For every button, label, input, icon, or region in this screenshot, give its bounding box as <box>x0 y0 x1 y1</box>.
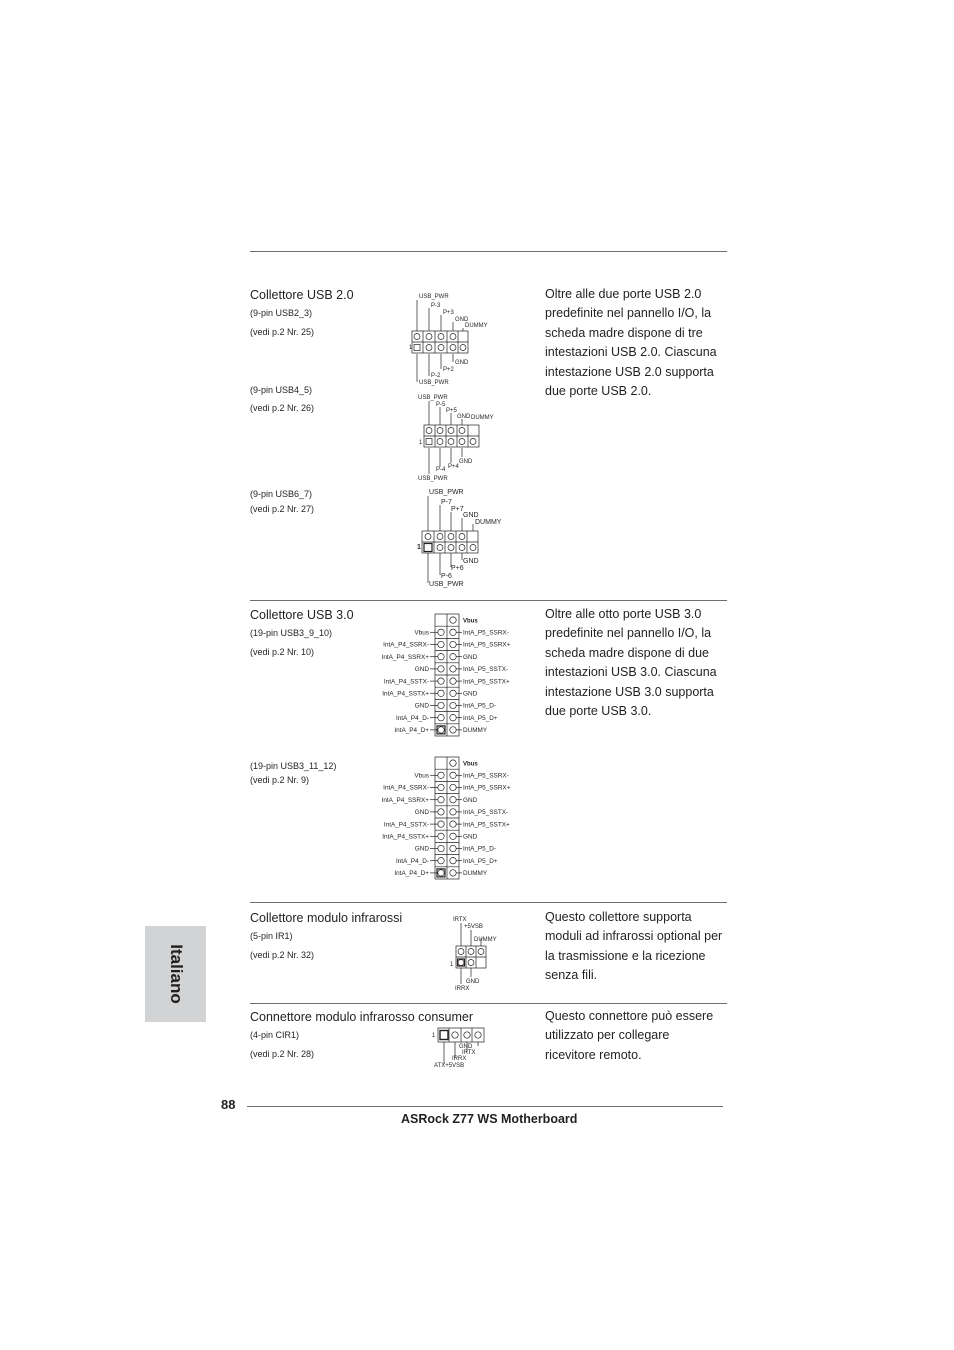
pin-label: IRRX <box>452 1056 467 1062</box>
pin-label: P+5 <box>446 408 457 414</box>
pin-label: P-5 <box>436 402 446 408</box>
cir-description: Questo connettore può essere utilizzato per collegare ricevitore remoto. <box>545 1009 714 1062</box>
section-divider <box>250 1003 727 1004</box>
pin-label: Vbus <box>414 772 429 780</box>
usb2-title: Collettore USB 2.0 <box>250 288 354 302</box>
usb4-5-pinout-diagram <box>410 391 520 485</box>
pin-label: P-6 <box>441 573 452 580</box>
pin-label: IntA_P4_SSTX- <box>383 678 429 686</box>
pin1-marker: 1 <box>450 962 454 968</box>
usb3-9-10-pinout-diagram <box>360 610 530 738</box>
pin-label: IntA_P5_D- <box>463 702 497 710</box>
pin-label: GND <box>459 1044 473 1050</box>
usb3-header1-ref: (vedi p.2 Nr. 10) <box>250 647 315 657</box>
usb2-header2-pin: (9-pin USB4_5) <box>250 385 313 395</box>
pin-label: IntA_P5_D+ <box>463 714 498 722</box>
top-rule <box>250 251 727 252</box>
pin-label: P-2 <box>431 373 441 379</box>
pin-label: IntA_P4_SSRX+ <box>381 653 429 661</box>
pin-label: DUMMY <box>463 870 488 878</box>
pin1-marker: 1 <box>409 345 413 351</box>
footer-rule <box>247 1106 723 1107</box>
cir-pinout-diagram <box>428 1025 498 1071</box>
usb3-description: Oltre alle otto porte USB 3.0 predefinite nel pannello I/O, la scheda madre dispone di due intestazioni USB 3.0. Ciascuna intestazione USB 3.0 supporta due porte USB 3.0. <box>545 607 717 719</box>
pin-label: GND <box>463 796 478 804</box>
pin-label: IntA_P4_SSTX- <box>383 821 429 829</box>
pin-label: P-3 <box>431 303 441 309</box>
pin-label: USB_PWR <box>419 294 449 300</box>
pin-label: IntA_P5_SSTX- <box>463 666 509 674</box>
pin-label: GND <box>455 360 469 366</box>
pin-label: P-7 <box>441 499 452 506</box>
section-divider <box>250 902 727 903</box>
language-tab <box>145 926 206 1022</box>
cir-pin: (4-pin CIR1) <box>250 1030 300 1040</box>
pin1-marker: 1 <box>417 544 421 551</box>
usb3-header2-pin: (19-pin USB3_11_12) <box>250 761 337 771</box>
pin-label: Vbus <box>414 629 429 637</box>
usb3-title: Collettore USB 3.0 <box>250 608 354 622</box>
pin-label: USB_PWR <box>418 395 448 401</box>
pin-label: USB_PWR <box>418 476 448 482</box>
pin-label: IntA_P5_SSRX- <box>463 772 509 780</box>
pin-label: GND <box>463 512 479 519</box>
usb2-header2-ref: (vedi p.2 Nr. 26) <box>250 403 315 413</box>
pin-label: +5VSB <box>464 924 483 930</box>
usb6-7-pinout-diagram <box>413 486 513 590</box>
pin-label: DUMMY <box>465 323 488 329</box>
pin-label: IntA_P4_SSTX+ <box>382 690 429 698</box>
cir-title: Connettore modulo infrarosso consumer <box>250 1010 474 1024</box>
pin-label: DUMMY <box>471 415 494 421</box>
pin-label: GND <box>414 666 429 674</box>
pin-label: GND <box>463 653 478 661</box>
pin-label: Vbus <box>463 761 478 768</box>
pin-label: IntA_P4_SSTX+ <box>382 833 429 841</box>
pin-label: GND <box>463 833 478 841</box>
pin-label: GND <box>414 809 429 817</box>
pin-label: IntA_P4_SSRX- <box>383 784 429 792</box>
pin-label: USB_PWR <box>429 489 464 496</box>
pin-label: P-4 <box>436 467 446 473</box>
ir-pin: (5-pin IR1) <box>250 931 293 941</box>
pin-label: GND <box>455 317 469 323</box>
pin-label: IRTX <box>453 917 467 923</box>
usb3-11-12-pinout-diagram <box>360 753 530 881</box>
pin-label: IntA_P5_D+ <box>463 857 498 865</box>
pin-label: USB_PWR <box>429 581 464 588</box>
pin-label: GND <box>463 558 479 565</box>
pin-label: DUMMY <box>474 937 497 943</box>
pin-label: GND <box>414 845 429 853</box>
pin-label: GND <box>466 979 480 985</box>
usb2-3-pinout-diagram <box>405 290 515 388</box>
ir-title: Collettore modulo infrarossi <box>250 911 403 925</box>
pin-label: IntA_P5_SSRX+ <box>463 641 511 649</box>
pin-label: IntA_P4_D+ <box>394 870 429 878</box>
pin-label: GND <box>459 459 473 465</box>
pin-label: IntA_P5_SSRX- <box>463 629 509 637</box>
pin-label: IRTX <box>462 1050 476 1056</box>
ir-ref: (vedi p.2 Nr. 32) <box>250 950 315 960</box>
usb2-header3-ref: (vedi p.2 Nr. 27) <box>250 504 315 514</box>
pin-label: IntA_P5_SSTX+ <box>463 821 510 829</box>
section-divider <box>250 600 727 601</box>
pin-label: GND <box>463 690 478 698</box>
pin-label: DUMMY <box>475 519 502 526</box>
pin-label: P+6 <box>451 565 464 572</box>
pin-label: IntA_P4_D+ <box>394 727 429 735</box>
pin-label: P+7 <box>451 506 464 513</box>
pin-label: DUMMY <box>463 727 488 735</box>
pin-label: IntA_P4_SSRX+ <box>381 796 429 804</box>
pin-label: IntA_P4_SSRX- <box>383 641 429 649</box>
usb2-header1-ref: (vedi p.2 Nr. 25) <box>250 327 315 337</box>
pin-label: IRRX <box>455 986 470 992</box>
pin-label: ATX+5VSB <box>434 1063 465 1069</box>
pin1-marker: 1 <box>419 440 423 446</box>
pin-label: IntA_P5_SSTX- <box>463 809 509 817</box>
cir-ref: (vedi p.2 Nr. 28) <box>250 1049 315 1059</box>
ir-pinout-diagram <box>445 913 515 993</box>
pin-label: IntA_P5_SSRX+ <box>463 784 511 792</box>
pin-label: GND <box>457 414 471 420</box>
pin1-marker: 1 <box>432 1033 436 1039</box>
language-tab-label: Italiano <box>166 944 186 1004</box>
pin-label: IntA_P5_SSTX+ <box>463 678 510 686</box>
pin-label: P+4 <box>448 464 459 470</box>
ir-description: Questo collettore supporta moduli ad infrarossi optional per la trasmissione e la ricezione senza fili. <box>545 910 723 983</box>
pin-label: IntA_P5_D- <box>463 845 497 853</box>
usb2-header3-pin: (9-pin USB6_7) <box>250 489 313 499</box>
pin-label: USB_PWR <box>419 380 449 386</box>
pin-label: Vbus <box>463 618 478 625</box>
footer-title: ASRock Z77 WS Motherboard <box>401 1112 578 1126</box>
pin-label: P+2 <box>443 367 454 373</box>
pin-label: IntA_P4_D- <box>395 714 429 722</box>
usb2-header1-pin: (9-pin USB2_3) <box>250 308 313 318</box>
usb2-description: Oltre alle due porte USB 2.0 predefinite nel pannello I/O, la scheda madre dispone di tre intestazioni USB 2.0. Ciascuna intestazione USB 2.0 supporta due porte USB 2.0. <box>545 287 717 399</box>
usb3-header1-pin: (19-pin USB3_9_10) <box>250 628 333 638</box>
pin-label: IntA_P4_D- <box>395 857 429 865</box>
page-number: 88 <box>221 1097 236 1112</box>
pin-label: GND <box>414 702 429 710</box>
usb3-header2-ref: (vedi p.2 Nr. 9) <box>250 775 310 785</box>
pin-label: P+3 <box>443 310 454 316</box>
